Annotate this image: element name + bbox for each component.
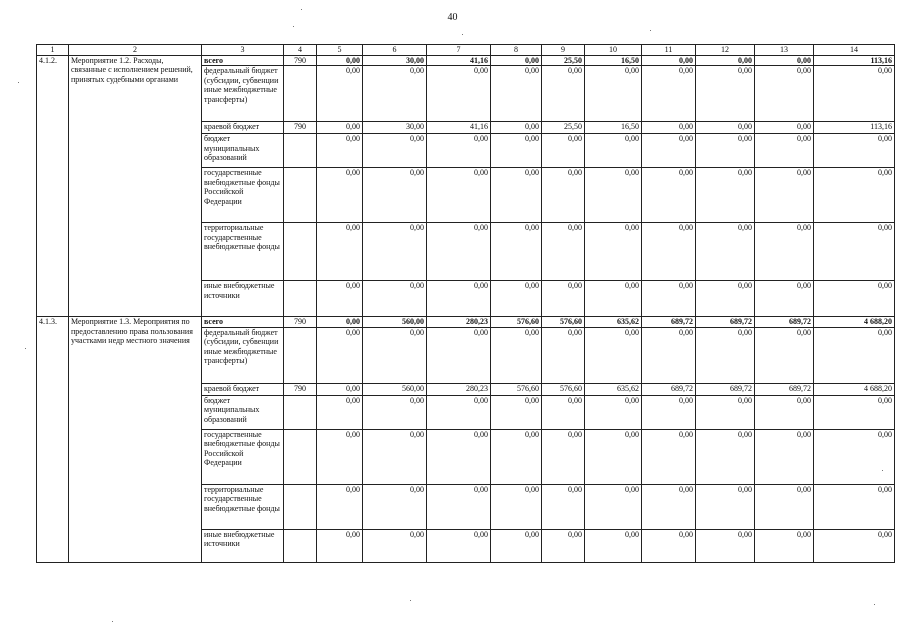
code-cell: [284, 66, 317, 122]
amount-cell: 0,00: [317, 122, 363, 134]
amount-cell: 0,00: [585, 429, 642, 484]
amount-cell: 0,00: [363, 484, 427, 529]
amount-cell: 0,00: [491, 122, 542, 134]
column-header: 1: [37, 45, 69, 56]
funding-source: бюджет муниципальных образований: [202, 134, 284, 168]
code-cell: [284, 429, 317, 484]
amount-cell: 0,00: [491, 223, 542, 281]
table-row: [37, 56, 895, 66]
amount-cell: 0,00: [696, 529, 755, 562]
column-header: 2: [69, 45, 202, 56]
amount-cell: 113,16: [814, 56, 895, 66]
column-header: 5: [317, 45, 363, 56]
funding-source: федеральный бюджет (субсидии, субвенции иные межбюджетные трансферты): [202, 327, 284, 383]
amount-cell: 0,00: [427, 395, 491, 429]
code-cell: [284, 484, 317, 529]
amount-cell: 41,16: [427, 122, 491, 134]
amount-cell: 0,00: [317, 134, 363, 168]
code-cell: [284, 168, 317, 223]
amount-cell: 30,00: [363, 122, 427, 134]
amount-cell: 0,00: [542, 484, 585, 529]
amount-cell: 0,00: [491, 281, 542, 317]
code-cell: [284, 281, 317, 317]
amount-cell: 0,00: [696, 223, 755, 281]
amount-cell: 0,00: [363, 327, 427, 383]
amount-cell: 0,00: [491, 395, 542, 429]
column-header: 10: [585, 45, 642, 56]
amount-cell: 0,00: [585, 168, 642, 223]
amount-cell: 0,00: [642, 168, 696, 223]
amount-cell: 0,00: [814, 529, 895, 562]
amount-cell: 0,00: [542, 66, 585, 122]
amount-cell: 0,00: [642, 281, 696, 317]
amount-cell: 0,00: [427, 281, 491, 317]
amount-cell: 0,00: [814, 223, 895, 281]
amount-cell: 0,00: [491, 529, 542, 562]
amount-cell: 0,00: [814, 327, 895, 383]
amount-cell: 560,00: [363, 317, 427, 327]
code-cell: [284, 134, 317, 168]
amount-cell: 0,00: [814, 168, 895, 223]
amount-cell: 0,00: [542, 134, 585, 168]
column-header-row: [37, 45, 895, 56]
amount-cell: 0,00: [427, 223, 491, 281]
amount-cell: 0,00: [363, 66, 427, 122]
column-header: 7: [427, 45, 491, 56]
amount-cell: 0,00: [317, 66, 363, 122]
amount-cell: 0,00: [427, 429, 491, 484]
budget-table: [36, 44, 895, 563]
amount-cell: 689,72: [696, 383, 755, 395]
amount-cell: 0,00: [363, 134, 427, 168]
amount-cell: 0,00: [542, 168, 585, 223]
amount-cell: 635,62: [585, 317, 642, 327]
amount-cell: 0,00: [542, 395, 585, 429]
amount-cell: 0,00: [642, 122, 696, 134]
code-cell: 790: [284, 317, 317, 327]
amount-cell: 0,00: [491, 484, 542, 529]
amount-cell: 0,00: [755, 122, 814, 134]
column-header: 13: [755, 45, 814, 56]
amount-cell: 0,00: [317, 383, 363, 395]
amount-cell: 25,50: [542, 122, 585, 134]
event-name: Мероприятие 1.2. Расходы, связанные с исполнением решений, принятых судебными органами: [69, 56, 202, 317]
amount-cell: 0,00: [755, 66, 814, 122]
funding-source: государственные внебюджетные фонды Российской Федерации: [202, 168, 284, 223]
amount-cell: 0,00: [642, 484, 696, 529]
amount-cell: 41,16: [427, 56, 491, 66]
amount-cell: 0,00: [317, 395, 363, 429]
funding-source: федеральный бюджет (субсидии, субвенции иные межбюджетные трансферты): [202, 66, 284, 122]
amount-cell: 113,16: [814, 122, 895, 134]
amount-cell: 689,72: [755, 383, 814, 395]
amount-cell: 0,00: [696, 429, 755, 484]
amount-cell: 0,00: [585, 395, 642, 429]
amount-cell: 0,00: [642, 56, 696, 66]
amount-cell: 0,00: [642, 529, 696, 562]
amount-cell: 0,00: [491, 429, 542, 484]
amount-cell: 280,23: [427, 383, 491, 395]
amount-cell: 0,00: [542, 281, 585, 317]
funding-source: краевой бюджет: [202, 383, 284, 395]
amount-cell: 0,00: [427, 327, 491, 383]
amount-cell: 0,00: [642, 223, 696, 281]
amount-cell: 0,00: [696, 395, 755, 429]
code-cell: [284, 223, 317, 281]
column-header: 11: [642, 45, 696, 56]
amount-cell: 0,00: [642, 327, 696, 383]
amount-cell: 30,00: [363, 56, 427, 66]
amount-cell: 0,00: [696, 134, 755, 168]
funding-source: бюджет муниципальных образований: [202, 395, 284, 429]
event-name: Мероприятие 1.3. Мероприятия по предоставлению права пользования участками недр местного значения: [69, 317, 202, 562]
amount-cell: 560,00: [363, 383, 427, 395]
code-cell: 790: [284, 383, 317, 395]
amount-cell: 0,00: [696, 484, 755, 529]
amount-cell: 16,50: [585, 122, 642, 134]
amount-cell: 4 688,20: [814, 317, 895, 327]
amount-cell: 0,00: [317, 317, 363, 327]
amount-cell: 0,00: [491, 56, 542, 66]
amount-cell: 0,00: [363, 281, 427, 317]
amount-cell: 0,00: [755, 395, 814, 429]
amount-cell: 0,00: [363, 168, 427, 223]
amount-cell: 0,00: [642, 395, 696, 429]
amount-cell: 0,00: [317, 529, 363, 562]
column-header: 3: [202, 45, 284, 56]
amount-cell: 0,00: [491, 66, 542, 122]
amount-cell: 0,00: [755, 429, 814, 484]
amount-cell: 0,00: [363, 529, 427, 562]
amount-cell: 0,00: [755, 134, 814, 168]
amount-cell: 0,00: [696, 56, 755, 66]
amount-cell: 0,00: [542, 223, 585, 281]
column-header: 6: [363, 45, 427, 56]
amount-cell: 0,00: [317, 327, 363, 383]
funding-source: иные внебюджетные источники: [202, 529, 284, 562]
amount-cell: 0,00: [585, 484, 642, 529]
funding-source: иные внебюджетные источники: [202, 281, 284, 317]
column-header: 14: [814, 45, 895, 56]
amount-cell: 0,00: [755, 168, 814, 223]
amount-cell: 280,23: [427, 317, 491, 327]
table-row: [37, 317, 895, 327]
amount-cell: 0,00: [427, 484, 491, 529]
amount-cell: 576,60: [542, 317, 585, 327]
amount-cell: 0,00: [755, 484, 814, 529]
amount-cell: 0,00: [585, 134, 642, 168]
amount-cell: 0,00: [585, 281, 642, 317]
funding-source: территориальные государственные внебюджетные фонды: [202, 223, 284, 281]
column-header: 8: [491, 45, 542, 56]
amount-cell: 0,00: [755, 281, 814, 317]
funding-source: краевой бюджет: [202, 122, 284, 134]
column-header: 9: [542, 45, 585, 56]
amount-cell: 0,00: [696, 168, 755, 223]
amount-cell: 0,00: [317, 484, 363, 529]
amount-cell: 0,00: [491, 168, 542, 223]
amount-cell: 0,00: [755, 529, 814, 562]
event-code: 4.1.3.: [37, 317, 69, 562]
amount-cell: 0,00: [317, 168, 363, 223]
amount-cell: 0,00: [696, 281, 755, 317]
amount-cell: 0,00: [427, 134, 491, 168]
amount-cell: 576,60: [491, 383, 542, 395]
amount-cell: 0,00: [755, 327, 814, 383]
amount-cell: 0,00: [696, 327, 755, 383]
code-cell: [284, 529, 317, 562]
amount-cell: 0,00: [363, 395, 427, 429]
code-cell: [284, 327, 317, 383]
amount-cell: 0,00: [427, 168, 491, 223]
amount-cell: 0,00: [814, 134, 895, 168]
code-cell: 790: [284, 122, 317, 134]
amount-cell: 689,72: [755, 317, 814, 327]
amount-cell: 0,00: [317, 281, 363, 317]
amount-cell: 0,00: [491, 134, 542, 168]
funding-source: всего: [202, 56, 284, 66]
amount-cell: 0,00: [317, 56, 363, 66]
amount-cell: 0,00: [363, 223, 427, 281]
amount-cell: 576,60: [491, 317, 542, 327]
amount-cell: 576,60: [542, 383, 585, 395]
amount-cell: 0,00: [542, 327, 585, 383]
amount-cell: 0,00: [642, 429, 696, 484]
amount-cell: 0,00: [363, 429, 427, 484]
amount-cell: 0,00: [814, 66, 895, 122]
code-cell: 790: [284, 56, 317, 66]
amount-cell: 0,00: [585, 223, 642, 281]
amount-cell: 0,00: [755, 56, 814, 66]
code-cell: [284, 395, 317, 429]
amount-cell: 25,50: [542, 56, 585, 66]
amount-cell: 0,00: [696, 122, 755, 134]
amount-cell: 0,00: [427, 66, 491, 122]
page-number: 40: [447, 12, 458, 23]
amount-cell: 4 688,20: [814, 383, 895, 395]
amount-cell: 0,00: [585, 327, 642, 383]
amount-cell: 689,72: [642, 317, 696, 327]
amount-cell: 0,00: [317, 223, 363, 281]
amount-cell: 0,00: [317, 429, 363, 484]
amount-cell: 689,72: [642, 383, 696, 395]
amount-cell: 0,00: [755, 223, 814, 281]
amount-cell: 0,00: [814, 484, 895, 529]
funding-source: всего: [202, 317, 284, 327]
amount-cell: 0,00: [427, 529, 491, 562]
amount-cell: 635,62: [585, 383, 642, 395]
amount-cell: 16,50: [585, 56, 642, 66]
amount-cell: 0,00: [585, 529, 642, 562]
event-code: 4.1.2.: [37, 56, 69, 317]
amount-cell: 0,00: [642, 66, 696, 122]
funding-source: государственные внебюджетные фонды Российской Федерации: [202, 429, 284, 484]
column-header: 12: [696, 45, 755, 56]
amount-cell: 0,00: [814, 281, 895, 317]
amount-cell: 0,00: [491, 327, 542, 383]
amount-cell: 0,00: [696, 66, 755, 122]
funding-source: территориальные государственные внебюджетные фонды: [202, 484, 284, 529]
amount-cell: 0,00: [814, 429, 895, 484]
amount-cell: 0,00: [542, 529, 585, 562]
column-header: 4: [284, 45, 317, 56]
amount-cell: 0,00: [642, 134, 696, 168]
amount-cell: 689,72: [696, 317, 755, 327]
amount-cell: 0,00: [542, 429, 585, 484]
amount-cell: 0,00: [814, 395, 895, 429]
amount-cell: 0,00: [585, 66, 642, 122]
